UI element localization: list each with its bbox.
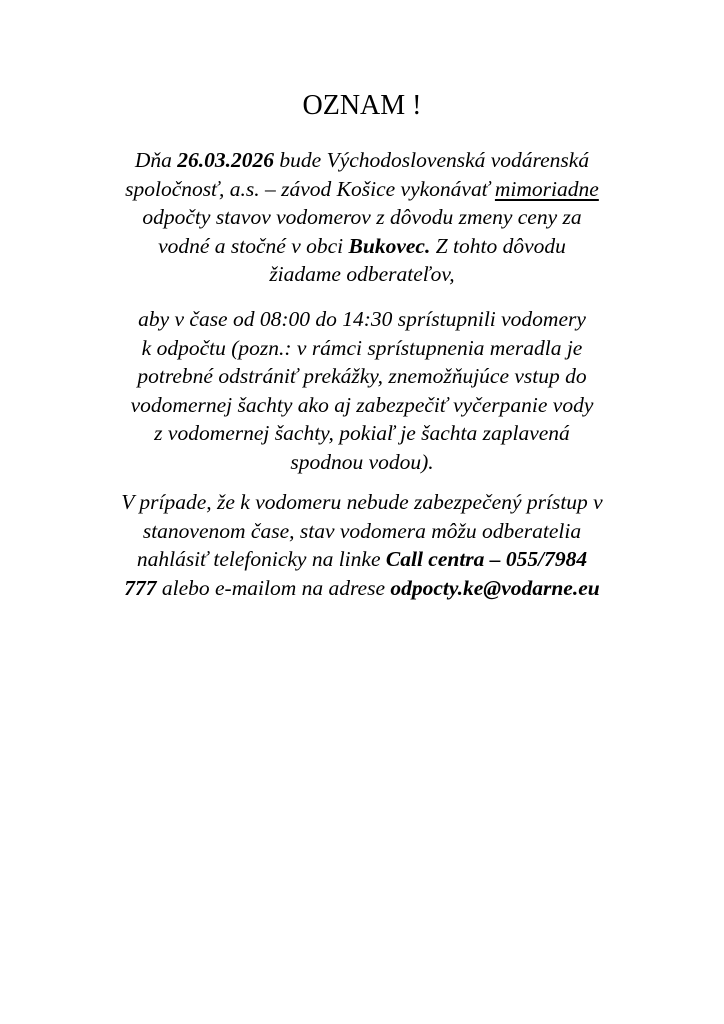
paragraph-line (70, 175, 654, 204)
text-segment: nahlásiť telefonicky na linke (136, 547, 386, 571)
paragraph-line: V prípade, že k vodomeru nebude zabezpečený prístup v (121, 490, 603, 514)
paragraph-line (70, 545, 654, 574)
paragraph-line (70, 574, 654, 603)
contact-paragraph (70, 488, 654, 602)
paragraph-line: stanovenom čase, stav vodomera môžu odberatelia (142, 518, 582, 543)
paragraph-line (70, 232, 654, 261)
contact-email[interactable]: odpocty.ke@vodarne.eu (390, 575, 600, 600)
announcement-paragraph (70, 146, 654, 289)
text-segment: vodné a stočné v obci (158, 233, 349, 258)
village-name: Bukovec. (348, 233, 431, 258)
call-center-number-end: 777 (124, 575, 157, 600)
text-segment: bude Východoslovenská vodárenská (274, 148, 590, 172)
text-segment: alebo e-mailom na adrese (156, 575, 391, 600)
access-paragraph (70, 305, 654, 476)
paragraph-line: potrebné odstrániť prekážky, znemožňujúce vstup do (137, 364, 587, 388)
paragraph-line: aby v čase od 08:00 do 14:30 sprístupnili vodomery (138, 307, 586, 331)
text-segment: spoločnosť, a.s. – závod Košice vykonávať (125, 176, 495, 201)
paragraph-line (70, 146, 654, 175)
text-segment: Dňa (134, 148, 178, 172)
paragraph-line: k odpočtu (pozn.: v rámci sprístupnenia meradla je (141, 335, 583, 360)
paragraph-line: žiadame odberateľov, (269, 262, 455, 286)
notice-title: OZNAM ! (302, 90, 422, 121)
paragraph-line: z vodomernej šachty, pokiaľ je šachta zaplavená (154, 421, 570, 445)
reading-date: 26.03.2026 (177, 148, 275, 172)
paragraph-line: vodomernej šachty ako aj zabezpečiť vyčerpanie vody (130, 392, 594, 417)
call-center-number: Call centra – 055/7984 (385, 547, 588, 571)
paragraph-line: odpočty stavov vodomerov z dôvodu zmeny ceny za (142, 205, 582, 229)
text-segment: Z tohto dôvodu (430, 233, 566, 258)
extraordinary-underlined: mimoriadne (494, 176, 599, 201)
paragraph-line: spodnou vodou). (290, 449, 434, 474)
